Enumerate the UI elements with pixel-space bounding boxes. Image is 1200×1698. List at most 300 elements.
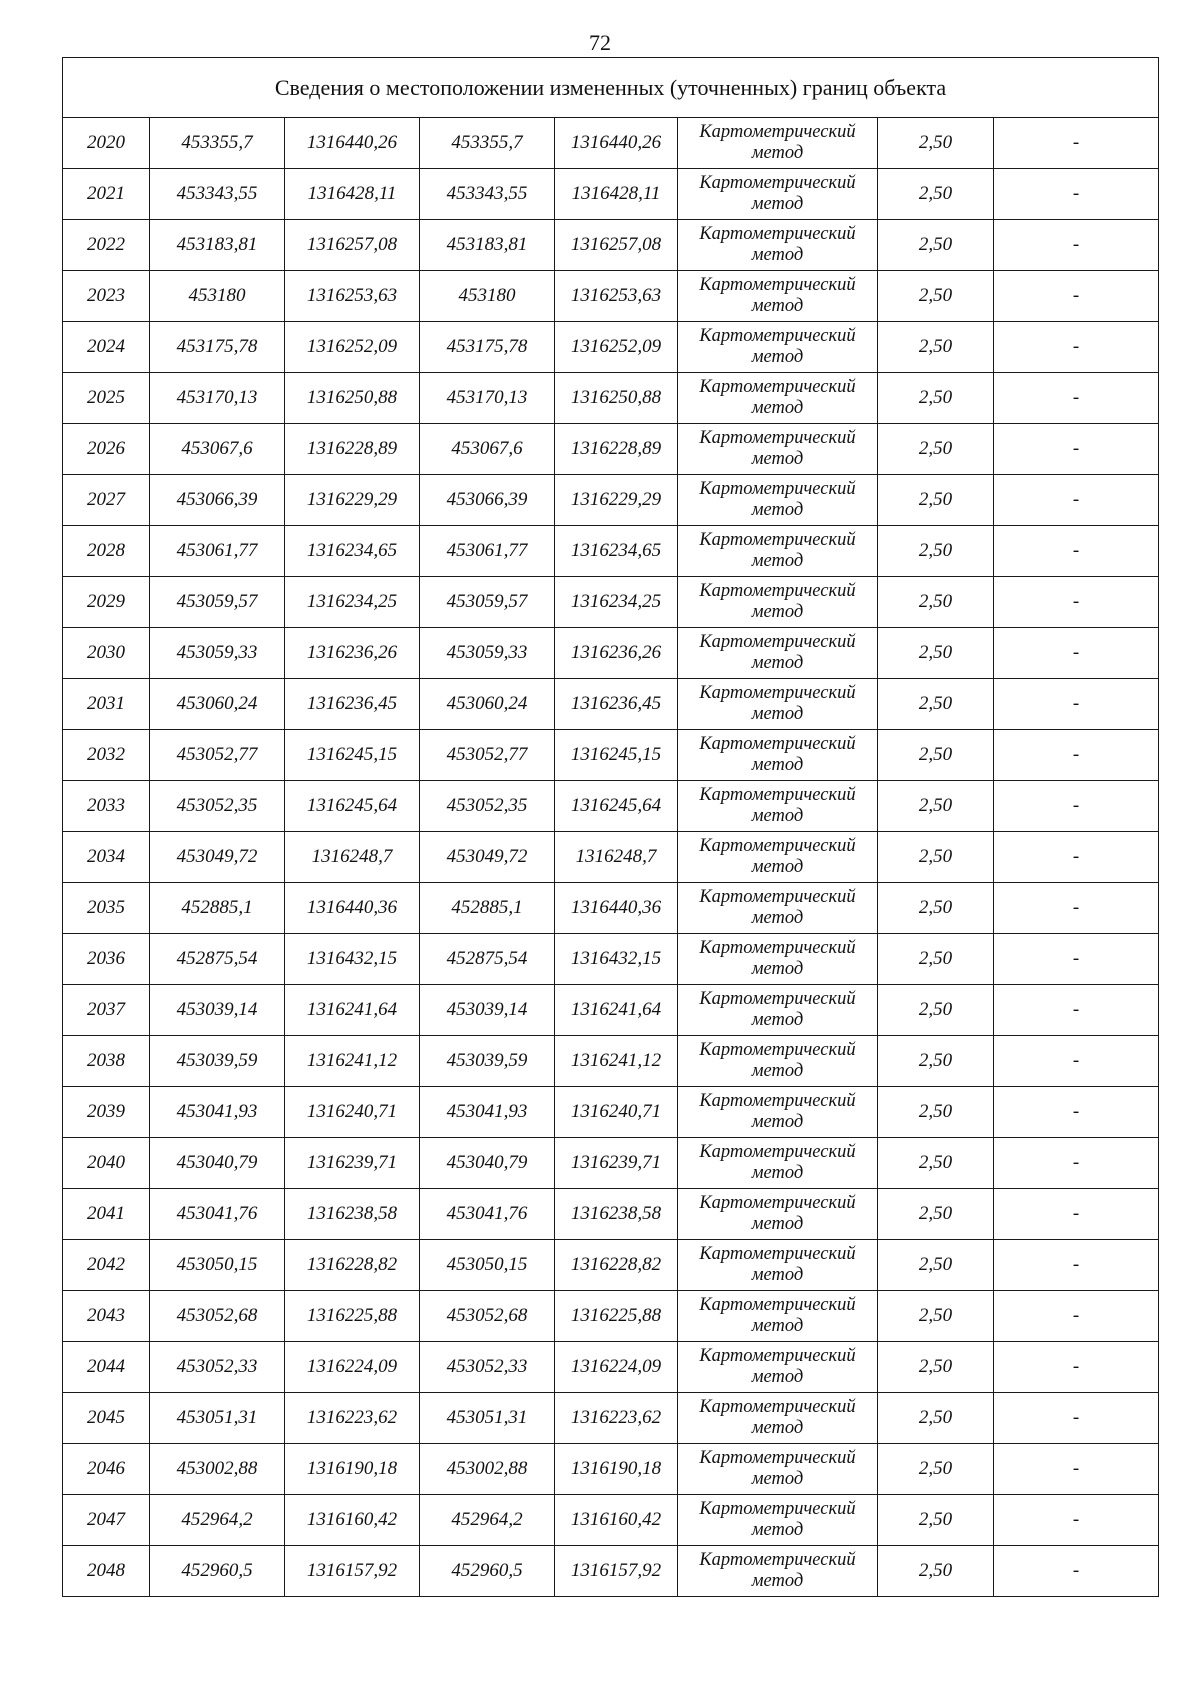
accuracy-cell: 2,50 — [878, 424, 994, 475]
y-old-cell: 1316250,88 — [285, 373, 420, 424]
description-cell: - — [994, 220, 1159, 271]
method-line-1: Картометрический — [699, 989, 856, 1009]
y-old-cell: 1316432,15 — [285, 934, 420, 985]
accuracy-cell: 2,50 — [878, 781, 994, 832]
method-line-1: Картометрический — [699, 428, 856, 448]
boundary-coordinates-table — [62, 57, 1159, 1597]
method-line-2: метод — [751, 806, 804, 826]
method-line-2: метод — [751, 296, 804, 316]
method-line-2: метод — [751, 1112, 804, 1132]
description-cell: - — [994, 679, 1159, 730]
accuracy-cell: 2,50 — [878, 1342, 994, 1393]
x-old-cell: 453170,13 — [150, 373, 285, 424]
point-number-cell: 2047 — [63, 1495, 150, 1546]
method-cell — [678, 832, 878, 883]
point-number-cell: 2027 — [63, 475, 150, 526]
table-row — [63, 526, 1159, 577]
method-cell — [678, 526, 878, 577]
table-row — [63, 220, 1159, 271]
accuracy-cell: 2,50 — [878, 1036, 994, 1087]
method-cell — [678, 475, 878, 526]
x-old-cell: 453061,77 — [150, 526, 285, 577]
method-line-1: Картометрический — [699, 173, 856, 193]
x-new-cell: 453049,72 — [420, 832, 555, 883]
method-cell — [678, 1342, 878, 1393]
x-old-cell: 453041,93 — [150, 1087, 285, 1138]
method-cell — [678, 1240, 878, 1291]
description-cell: - — [994, 1240, 1159, 1291]
method-line-2: метод — [751, 857, 804, 877]
point-number-cell: 2036 — [63, 934, 150, 985]
accuracy-cell: 2,50 — [878, 1240, 994, 1291]
method-line-2: метод — [751, 653, 804, 673]
y-old-cell: 1316241,12 — [285, 1036, 420, 1087]
method-line-1: Картометрический — [699, 1295, 856, 1315]
x-new-cell: 453059,33 — [420, 628, 555, 679]
y-new-cell: 1316224,09 — [555, 1342, 678, 1393]
x-new-cell: 453175,78 — [420, 322, 555, 373]
method-line-2: метод — [751, 398, 804, 418]
point-number-cell: 2042 — [63, 1240, 150, 1291]
method-line-1: Картометрический — [699, 479, 856, 499]
x-old-cell: 453060,24 — [150, 679, 285, 730]
method-cell — [678, 1291, 878, 1342]
y-new-cell: 1316157,92 — [555, 1546, 678, 1597]
x-new-cell: 453050,15 — [420, 1240, 555, 1291]
method-line-2: метод — [751, 143, 804, 163]
description-cell: - — [994, 1138, 1159, 1189]
x-old-cell: 453059,33 — [150, 628, 285, 679]
y-new-cell: 1316250,88 — [555, 373, 678, 424]
y-new-cell: 1316248,7 — [555, 832, 678, 883]
x-new-cell: 453061,77 — [420, 526, 555, 577]
method-cell — [678, 985, 878, 1036]
accuracy-cell: 2,50 — [878, 220, 994, 271]
description-cell: - — [994, 169, 1159, 220]
x-old-cell: 453039,14 — [150, 985, 285, 1036]
x-new-cell: 453002,88 — [420, 1444, 555, 1495]
description-cell: - — [994, 1393, 1159, 1444]
table-row — [63, 373, 1159, 424]
table-row — [63, 1291, 1159, 1342]
method-line-2: метод — [751, 449, 804, 469]
table-caption-row — [63, 58, 1159, 118]
y-old-cell: 1316228,82 — [285, 1240, 420, 1291]
accuracy-cell: 2,50 — [878, 1444, 994, 1495]
method-cell — [678, 271, 878, 322]
point-number-cell: 2028 — [63, 526, 150, 577]
method-line-1: Картометрический — [699, 785, 856, 805]
accuracy-cell: 2,50 — [878, 169, 994, 220]
accuracy-cell: 2,50 — [878, 1189, 994, 1240]
table-row — [63, 934, 1159, 985]
y-new-cell: 1316257,08 — [555, 220, 678, 271]
x-old-cell: 453039,59 — [150, 1036, 285, 1087]
method-line-2: метод — [751, 1520, 804, 1540]
x-new-cell: 453052,35 — [420, 781, 555, 832]
table-row — [63, 679, 1159, 730]
method-cell — [678, 1189, 878, 1240]
method-line-1: Картометрический — [699, 632, 856, 652]
y-new-cell: 1316225,88 — [555, 1291, 678, 1342]
description-cell: - — [994, 1087, 1159, 1138]
method-line-2: метод — [751, 1061, 804, 1081]
table-row — [63, 1240, 1159, 1291]
x-old-cell: 453059,57 — [150, 577, 285, 628]
x-new-cell: 453180 — [420, 271, 555, 322]
method-line-2: метод — [751, 1214, 804, 1234]
method-line-1: Картометрический — [699, 581, 856, 601]
method-line-2: метод — [751, 500, 804, 520]
x-old-cell: 453052,35 — [150, 781, 285, 832]
method-cell — [678, 1444, 878, 1495]
method-line-1: Картометрический — [699, 1550, 856, 1570]
method-line-2: метод — [751, 1571, 804, 1591]
description-cell: - — [994, 1189, 1159, 1240]
y-new-cell: 1316223,62 — [555, 1393, 678, 1444]
x-new-cell: 453040,79 — [420, 1138, 555, 1189]
accuracy-cell: 2,50 — [878, 628, 994, 679]
table-row — [63, 424, 1159, 475]
method-line-2: метод — [751, 602, 804, 622]
table-row — [63, 1189, 1159, 1240]
description-cell: - — [994, 1444, 1159, 1495]
x-new-cell: 452885,1 — [420, 883, 555, 934]
y-old-cell: 1316240,71 — [285, 1087, 420, 1138]
x-new-cell: 453052,33 — [420, 1342, 555, 1393]
x-old-cell: 453180 — [150, 271, 285, 322]
point-number-cell: 2044 — [63, 1342, 150, 1393]
method-line-1: Картометрический — [699, 1346, 856, 1366]
table-row — [63, 1138, 1159, 1189]
point-number-cell: 2032 — [63, 730, 150, 781]
description-cell: - — [994, 985, 1159, 1036]
x-new-cell: 453052,77 — [420, 730, 555, 781]
x-new-cell: 453041,93 — [420, 1087, 555, 1138]
accuracy-cell: 2,50 — [878, 832, 994, 883]
table-row — [63, 1444, 1159, 1495]
method-cell — [678, 1546, 878, 1597]
x-old-cell: 453002,88 — [150, 1444, 285, 1495]
method-cell — [678, 322, 878, 373]
method-line-2: метод — [751, 1469, 804, 1489]
x-new-cell: 453343,55 — [420, 169, 555, 220]
description-cell: - — [994, 883, 1159, 934]
method-line-1: Картометрический — [699, 1142, 856, 1162]
accuracy-cell: 2,50 — [878, 1546, 994, 1597]
description-cell: - — [994, 628, 1159, 679]
y-old-cell: 1316440,26 — [285, 118, 420, 169]
y-new-cell: 1316240,71 — [555, 1087, 678, 1138]
table-row — [63, 118, 1159, 169]
x-new-cell: 453067,6 — [420, 424, 555, 475]
method-cell — [678, 220, 878, 271]
x-old-cell: 453067,6 — [150, 424, 285, 475]
y-new-cell: 1316236,26 — [555, 628, 678, 679]
method-line-1: Картометрический — [699, 377, 856, 397]
y-new-cell: 1316228,89 — [555, 424, 678, 475]
point-number-cell: 2025 — [63, 373, 150, 424]
x-old-cell: 453052,77 — [150, 730, 285, 781]
x-old-cell: 453041,76 — [150, 1189, 285, 1240]
x-old-cell: 452964,2 — [150, 1495, 285, 1546]
y-new-cell: 1316236,45 — [555, 679, 678, 730]
method-line-2: метод — [751, 1163, 804, 1183]
point-number-cell: 2037 — [63, 985, 150, 1036]
point-number-cell: 2021 — [63, 169, 150, 220]
description-cell: - — [994, 832, 1159, 883]
method-line-1: Картометрический — [699, 1091, 856, 1111]
x-new-cell: 452875,54 — [420, 934, 555, 985]
y-old-cell: 1316234,25 — [285, 577, 420, 628]
x-old-cell: 453183,81 — [150, 220, 285, 271]
x-old-cell: 452875,54 — [150, 934, 285, 985]
description-cell: - — [994, 1036, 1159, 1087]
method-cell — [678, 1087, 878, 1138]
point-number-cell: 2038 — [63, 1036, 150, 1087]
method-line-1: Картометрический — [699, 122, 856, 142]
accuracy-cell: 2,50 — [878, 985, 994, 1036]
method-line-1: Картометрический — [699, 224, 856, 244]
y-new-cell: 1316432,15 — [555, 934, 678, 985]
x-new-cell: 453039,14 — [420, 985, 555, 1036]
point-number-cell: 2035 — [63, 883, 150, 934]
table-row — [63, 1036, 1159, 1087]
y-old-cell: 1316224,09 — [285, 1342, 420, 1393]
point-number-cell: 2030 — [63, 628, 150, 679]
y-new-cell: 1316238,58 — [555, 1189, 678, 1240]
accuracy-cell: 2,50 — [878, 1291, 994, 1342]
y-old-cell: 1316160,42 — [285, 1495, 420, 1546]
method-line-1: Картометрический — [699, 326, 856, 346]
x-old-cell: 452960,5 — [150, 1546, 285, 1597]
accuracy-cell: 2,50 — [878, 526, 994, 577]
y-old-cell: 1316428,11 — [285, 169, 420, 220]
method-line-1: Картометрический — [699, 1193, 856, 1213]
x-new-cell: 453052,68 — [420, 1291, 555, 1342]
table-row — [63, 169, 1159, 220]
y-new-cell: 1316228,82 — [555, 1240, 678, 1291]
y-old-cell: 1316225,88 — [285, 1291, 420, 1342]
method-line-2: метод — [751, 704, 804, 724]
method-cell — [678, 118, 878, 169]
accuracy-cell: 2,50 — [878, 883, 994, 934]
description-cell: - — [994, 577, 1159, 628]
table-row — [63, 577, 1159, 628]
x-old-cell: 453355,7 — [150, 118, 285, 169]
table-row — [63, 628, 1159, 679]
method-line-1: Картометрический — [699, 1397, 856, 1417]
x-new-cell: 453059,57 — [420, 577, 555, 628]
description-cell: - — [994, 373, 1159, 424]
table-row — [63, 832, 1159, 883]
method-cell — [678, 934, 878, 985]
accuracy-cell: 2,50 — [878, 730, 994, 781]
x-old-cell: 453052,33 — [150, 1342, 285, 1393]
method-cell — [678, 424, 878, 475]
description-cell: - — [994, 1342, 1159, 1393]
y-old-cell: 1316238,58 — [285, 1189, 420, 1240]
y-old-cell: 1316440,36 — [285, 883, 420, 934]
description-cell: - — [994, 1291, 1159, 1342]
y-old-cell: 1316190,18 — [285, 1444, 420, 1495]
description-cell: - — [994, 424, 1159, 475]
y-old-cell: 1316245,64 — [285, 781, 420, 832]
accuracy-cell: 2,50 — [878, 934, 994, 985]
y-old-cell: 1316245,15 — [285, 730, 420, 781]
method-line-2: метод — [751, 1418, 804, 1438]
method-cell — [678, 1393, 878, 1444]
x-new-cell: 452960,5 — [420, 1546, 555, 1597]
table-row — [63, 1546, 1159, 1597]
method-line-2: метод — [751, 551, 804, 571]
description-cell: - — [994, 118, 1159, 169]
y-old-cell: 1316241,64 — [285, 985, 420, 1036]
method-line-2: метод — [751, 194, 804, 214]
method-line-1: Картометрический — [699, 530, 856, 550]
method-line-1: Картометрический — [699, 938, 856, 958]
point-number-cell: 2024 — [63, 322, 150, 373]
x-new-cell: 453060,24 — [420, 679, 555, 730]
method-cell — [678, 373, 878, 424]
point-number-cell: 2029 — [63, 577, 150, 628]
accuracy-cell: 2,50 — [878, 1393, 994, 1444]
method-line-2: метод — [751, 347, 804, 367]
method-cell — [678, 628, 878, 679]
y-old-cell: 1316253,63 — [285, 271, 420, 322]
method-line-1: Картометрический — [699, 1448, 856, 1468]
description-cell: - — [994, 271, 1159, 322]
table-row — [63, 1393, 1159, 1444]
accuracy-cell: 2,50 — [878, 1087, 994, 1138]
x-old-cell: 453050,15 — [150, 1240, 285, 1291]
y-new-cell: 1316234,65 — [555, 526, 678, 577]
method-line-2: метод — [751, 1316, 804, 1336]
y-new-cell: 1316440,36 — [555, 883, 678, 934]
y-old-cell: 1316229,29 — [285, 475, 420, 526]
point-number-cell: 2031 — [63, 679, 150, 730]
y-old-cell: 1316234,65 — [285, 526, 420, 577]
method-cell — [678, 679, 878, 730]
x-old-cell: 453049,72 — [150, 832, 285, 883]
method-line-1: Картометрический — [699, 887, 856, 907]
y-old-cell: 1316236,45 — [285, 679, 420, 730]
x-old-cell: 453343,55 — [150, 169, 285, 220]
x-new-cell: 452964,2 — [420, 1495, 555, 1546]
method-cell — [678, 1036, 878, 1087]
y-new-cell: 1316241,64 — [555, 985, 678, 1036]
table-row — [63, 475, 1159, 526]
method-cell — [678, 169, 878, 220]
method-line-1: Картометрический — [699, 275, 856, 295]
method-line-2: метод — [751, 1265, 804, 1285]
y-old-cell: 1316252,09 — [285, 322, 420, 373]
method-line-2: метод — [751, 1367, 804, 1387]
y-new-cell: 1316252,09 — [555, 322, 678, 373]
x-new-cell: 453039,59 — [420, 1036, 555, 1087]
point-number-cell: 2043 — [63, 1291, 150, 1342]
point-number-cell: 2026 — [63, 424, 150, 475]
description-cell: - — [994, 781, 1159, 832]
accuracy-cell: 2,50 — [878, 577, 994, 628]
x-old-cell: 453051,31 — [150, 1393, 285, 1444]
y-old-cell: 1316239,71 — [285, 1138, 420, 1189]
table-row — [63, 883, 1159, 934]
point-number-cell: 2020 — [63, 118, 150, 169]
method-line-1: Картометрический — [699, 836, 856, 856]
x-old-cell: 453052,68 — [150, 1291, 285, 1342]
description-cell: - — [994, 1546, 1159, 1597]
table-row — [63, 1087, 1159, 1138]
table-row — [63, 781, 1159, 832]
y-new-cell: 1316190,18 — [555, 1444, 678, 1495]
y-new-cell: 1316245,15 — [555, 730, 678, 781]
y-old-cell: 1316248,7 — [285, 832, 420, 883]
y-new-cell: 1316229,29 — [555, 475, 678, 526]
y-old-cell: 1316257,08 — [285, 220, 420, 271]
accuracy-cell: 2,50 — [878, 118, 994, 169]
accuracy-cell: 2,50 — [878, 679, 994, 730]
x-new-cell: 453051,31 — [420, 1393, 555, 1444]
y-new-cell: 1316241,12 — [555, 1036, 678, 1087]
description-cell: - — [994, 1495, 1159, 1546]
point-number-cell: 2040 — [63, 1138, 150, 1189]
x-new-cell: 453170,13 — [420, 373, 555, 424]
x-old-cell: 453175,78 — [150, 322, 285, 373]
y-old-cell: 1316236,26 — [285, 628, 420, 679]
method-line-1: Картометрический — [699, 1244, 856, 1264]
method-line-2: метод — [751, 908, 804, 928]
y-new-cell: 1316253,63 — [555, 271, 678, 322]
accuracy-cell: 2,50 — [878, 322, 994, 373]
y-old-cell: 1316157,92 — [285, 1546, 420, 1597]
x-old-cell: 452885,1 — [150, 883, 285, 934]
method-line-2: метод — [751, 245, 804, 265]
description-cell: - — [994, 526, 1159, 577]
description-cell: - — [994, 730, 1159, 781]
method-cell — [678, 577, 878, 628]
method-line-2: метод — [751, 755, 804, 775]
description-cell: - — [994, 322, 1159, 373]
method-line-1: Картометрический — [699, 734, 856, 754]
method-line-1: Картометрический — [699, 683, 856, 703]
method-cell — [678, 730, 878, 781]
table-row — [63, 271, 1159, 322]
method-cell — [678, 1495, 878, 1546]
description-cell: - — [994, 934, 1159, 985]
table-caption: Сведения о местоположении измененных (уточненных) границ объекта — [63, 58, 1159, 118]
method-cell — [678, 883, 878, 934]
point-number-cell: 2034 — [63, 832, 150, 883]
point-number-cell: 2045 — [63, 1393, 150, 1444]
y-new-cell: 1316428,11 — [555, 169, 678, 220]
y-new-cell: 1316234,25 — [555, 577, 678, 628]
method-line-2: метод — [751, 1010, 804, 1030]
table-row — [63, 1495, 1159, 1546]
table-row — [63, 1342, 1159, 1393]
y-old-cell: 1316228,89 — [285, 424, 420, 475]
point-number-cell: 2048 — [63, 1546, 150, 1597]
description-cell: - — [994, 475, 1159, 526]
accuracy-cell: 2,50 — [878, 1138, 994, 1189]
x-old-cell: 453066,39 — [150, 475, 285, 526]
method-cell — [678, 1138, 878, 1189]
x-new-cell: 453066,39 — [420, 475, 555, 526]
accuracy-cell: 2,50 — [878, 271, 994, 322]
y-new-cell: 1316160,42 — [555, 1495, 678, 1546]
method-line-2: метод — [751, 959, 804, 979]
x-new-cell: 453183,81 — [420, 220, 555, 271]
